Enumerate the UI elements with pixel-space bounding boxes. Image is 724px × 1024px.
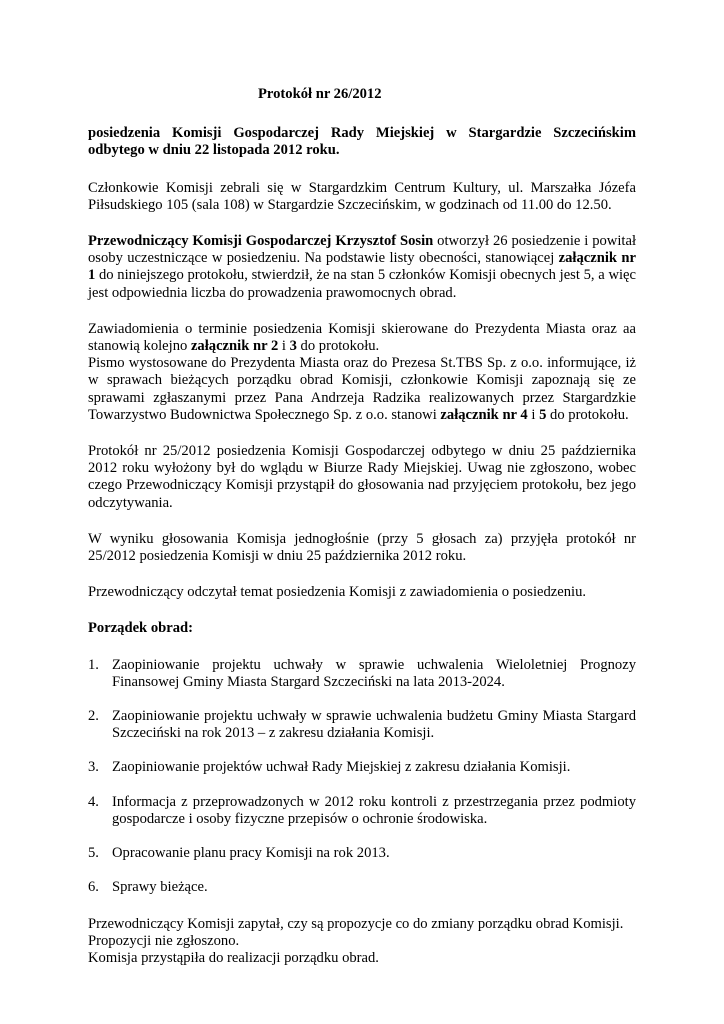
- list-item-text: Zaopiniowanie projektu uchwały w sprawie uchwalenia Wieloletniej Prognozy Finansowej Gminy Miasta Stargard Szczeciński na lata 2013-2024.: [112, 656, 636, 690]
- list-item-number: 5.: [88, 845, 99, 862]
- list-item: [88, 657, 636, 691]
- closing-line: Przewodniczący Komisji zapytał, czy są propozycje co do zmiany porządku obrad Komisji.: [88, 915, 624, 932]
- list-item-number: 2.: [88, 708, 99, 725]
- list-item-text: Sprawy bieżące.: [112, 879, 208, 896]
- attachment-ref: 3: [289, 338, 297, 355]
- list-item-text: Informacja z przeprowadzonych w 2012 roku kontroli z przestrzegania przez podmioty gospodarcze i osoby fizyczne przepisów o ochronie środowiska.: [112, 793, 636, 827]
- paragraph-opening: [88, 233, 636, 302]
- attachment-ref: załącznik nr 1: [88, 250, 636, 284]
- attachment-ref: 5: [539, 406, 547, 423]
- list-item: [88, 708, 636, 742]
- attachment-ref: załącznik nr 4: [440, 406, 528, 423]
- list-item: [88, 845, 636, 862]
- paragraph-text: do niniejszego protokołu, stwierdził, że na stan 5 członków Komisji obecnych jest 5, a więc jest odpowiednia liczba do prowadzenia prawomocnych obrad.: [88, 267, 636, 301]
- paragraph-text: otworzył 26 posiedzenie i powitał osoby uczestniczące w posiedzeniu. Na podstawie listy obecności, stanowiącej: [88, 233, 636, 267]
- paragraph-text: do protokołu.: [296, 338, 380, 355]
- paragraph-text: i: [278, 338, 290, 355]
- list-item-text: Opracowanie planu pracy Komisji na rok 2013.: [112, 845, 390, 862]
- document-subtitle: posiedzenia Komisji Gospodarczej Rady Miejskiej w Stargardzie Szczecińskim odbytego w dniu 22 listopada 2012 roku.: [88, 125, 636, 159]
- paragraph-notices: [88, 321, 636, 355]
- attachment-ref: załącznik nr 2: [190, 338, 279, 355]
- closing-line: Propozycji nie zgłoszono.: [88, 932, 240, 949]
- paragraph-topic: Przewodniczący odczytał temat posiedzenia Komisji z zawiadomienia o posiedzeniu.: [88, 584, 587, 601]
- list-item-number: 1.: [88, 656, 99, 673]
- agenda-heading: Porządek obrad:: [88, 620, 193, 637]
- chairman-name: Przewodniczący Komisji Gospodarczej Krzysztof Sosin: [88, 233, 434, 250]
- paragraph-previous-protocol: Protokół nr 25/2012 posiedzenia Komisji Gospodarczej odbytego w dniu 25 października 2012 roku wyłożony był do wglądu w Biurze Rady Miejskiej. Uwag nie zgłoszono, wobec czego Przewodniczący Komisji przystąpił do głosowania nad przyjęciem protokołu, bez jego odczytywania.: [88, 443, 636, 511]
- agenda-list: [88, 657, 636, 897]
- paragraph-letter: [88, 355, 636, 424]
- paragraph-text: Pismo wystosowane do Prezydenta Miasta oraz do Prezesa St.TBS Sp. z o.o. informujące, iż w sprawach bieżących porządku obrad Komisji, członkowie Komisji zapoznają się ze sprawami zgłaszanymi przez Pana Andrzeja Radzika realizowanych przez Stargardzkie Towarzystwo Budownictwa Społecznego Sp. z o.o. stanowi: [88, 355, 636, 423]
- paragraph-vote: W wyniku głosowania Komisja jednogłośnie (przy 5 głosach za) przyjęła protokół nr 25/2012 posiedzenia Komisji w dniu 25 października 2012 roku.: [88, 530, 636, 565]
- paragraph-text: Zawiadomienia o terminie posiedzenia Komisji skierowane do Prezydenta Miasta oraz aa stanowią kolejno: [88, 320, 636, 355]
- list-item: [88, 794, 636, 828]
- document-title: Protokół nr 26/2012: [258, 86, 382, 102]
- list-item-text: Zaopiniowanie projektów uchwał Rady Miejskiej z zakresu działania Komisji.: [112, 759, 571, 776]
- paragraph-text: i: [527, 406, 540, 423]
- list-item: [88, 879, 636, 896]
- list-item-number: 6.: [88, 879, 99, 896]
- list-item-text: Zaopiniowanie projektu uchwały w sprawie uchwalenia budżetu Gminy Miasta Stargard Szczeciński na rok 2013 – z zakresu działania Komisji.: [112, 708, 636, 742]
- list-item-number: 3.: [88, 759, 99, 776]
- paragraph-text: do protokołu.: [546, 406, 629, 423]
- closing-line: Komisja przystąpiła do realizacji porządku obrad.: [88, 949, 379, 966]
- list-item-number: 4.: [88, 793, 99, 810]
- paragraph-location: Członkowie Komisji zebrali się w Stargardzkim Centrum Kultury, ul. Marszałka Józefa Piłsudskiego 105 (sala 108) w Stargardzie Szczecińskim, w godzinach od 11.00 do 12.50.: [88, 179, 636, 213]
- list-item: [88, 759, 636, 776]
